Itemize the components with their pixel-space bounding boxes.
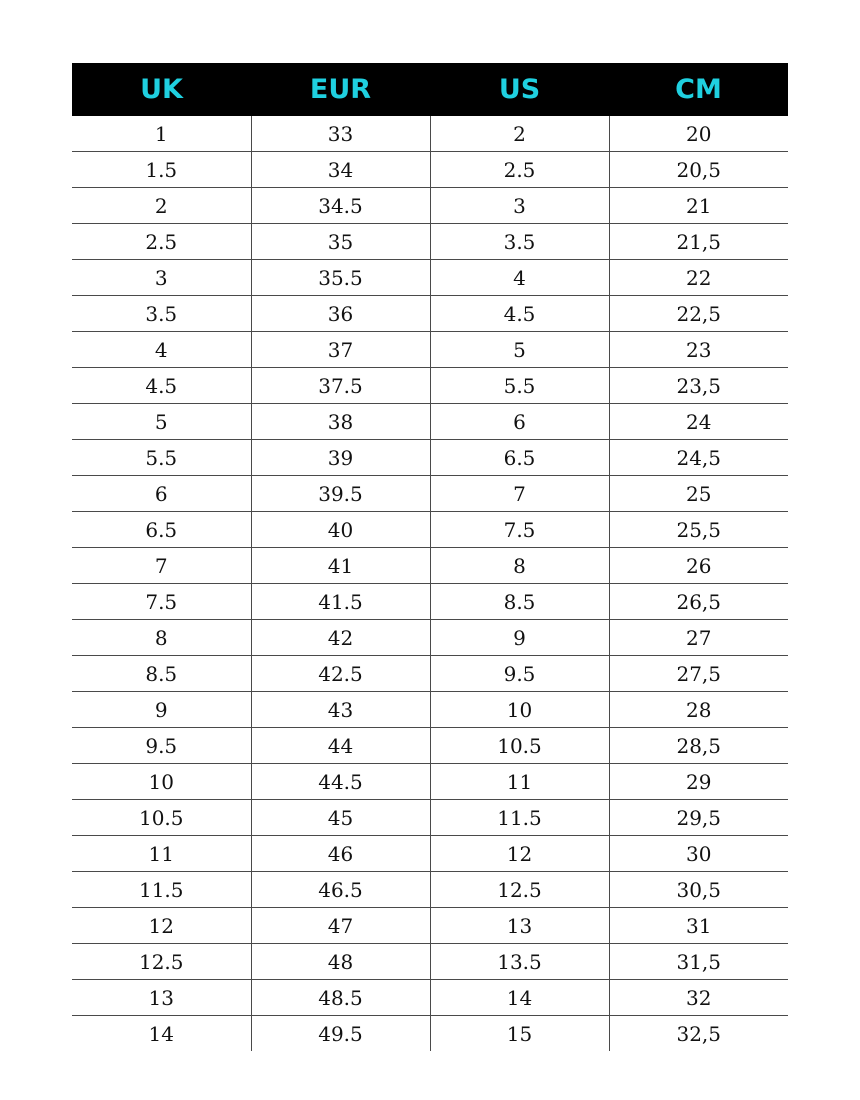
cell-uk: 5	[72, 404, 251, 440]
cell-cm: 22	[609, 260, 788, 296]
cell-cm: 28,5	[609, 728, 788, 764]
cell-us: 4	[430, 260, 609, 296]
cell-cm: 28	[609, 692, 788, 728]
table-row	[72, 368, 788, 404]
header-uk: UK	[72, 63, 251, 116]
cell-uk: 4	[72, 332, 251, 368]
table-row	[72, 224, 788, 260]
cell-us: 13	[430, 908, 609, 944]
cell-cm: 21	[609, 188, 788, 224]
header-row	[72, 63, 788, 116]
cell-cm: 24	[609, 404, 788, 440]
cell-uk: 9	[72, 692, 251, 728]
header-us: US	[430, 63, 609, 116]
cell-us: 11.5	[430, 800, 609, 836]
cell-us: 2.5	[430, 152, 609, 188]
cell-us: 9	[430, 620, 609, 656]
cell-cm: 23	[609, 332, 788, 368]
cell-eur: 42	[251, 620, 430, 656]
cell-us: 8.5	[430, 584, 609, 620]
table-row	[72, 116, 788, 152]
cell-eur: 37.5	[251, 368, 430, 404]
table-row	[72, 872, 788, 908]
cell-us: 3	[430, 188, 609, 224]
table-row	[72, 404, 788, 440]
cell-uk: 8	[72, 620, 251, 656]
cell-eur: 44.5	[251, 764, 430, 800]
cell-eur: 37	[251, 332, 430, 368]
cell-cm: 25	[609, 476, 788, 512]
cell-us: 3.5	[430, 224, 609, 260]
cell-us: 15	[430, 1016, 609, 1052]
cell-us: 10.5	[430, 728, 609, 764]
cell-eur: 38	[251, 404, 430, 440]
cell-us: 14	[430, 980, 609, 1016]
cell-us: 12	[430, 836, 609, 872]
table-row	[72, 512, 788, 548]
cell-eur: 45	[251, 800, 430, 836]
cell-cm: 32	[609, 980, 788, 1016]
table-row	[72, 836, 788, 872]
cell-cm: 24,5	[609, 440, 788, 476]
table-row	[72, 944, 788, 980]
cell-eur: 33	[251, 116, 430, 152]
table-row	[72, 728, 788, 764]
cell-uk: 5.5	[72, 440, 251, 476]
cell-us: 6	[430, 404, 609, 440]
cell-eur: 35	[251, 224, 430, 260]
cell-uk: 3	[72, 260, 251, 296]
table-row	[72, 980, 788, 1016]
cell-eur: 39.5	[251, 476, 430, 512]
cell-us: 6.5	[430, 440, 609, 476]
cell-eur: 42.5	[251, 656, 430, 692]
cell-cm: 26	[609, 548, 788, 584]
cell-us: 5	[430, 332, 609, 368]
table-row	[72, 656, 788, 692]
cell-us: 7	[430, 476, 609, 512]
cell-uk: 12	[72, 908, 251, 944]
cell-eur: 39	[251, 440, 430, 476]
cell-eur: 49.5	[251, 1016, 430, 1052]
cell-cm: 29,5	[609, 800, 788, 836]
cell-uk: 2.5	[72, 224, 251, 260]
table-row	[72, 584, 788, 620]
table-row	[72, 440, 788, 476]
cell-uk: 6.5	[72, 512, 251, 548]
cell-cm: 20,5	[609, 152, 788, 188]
header-cm: CM	[609, 63, 788, 116]
cell-cm: 30	[609, 836, 788, 872]
cell-cm: 32,5	[676, 1021, 722, 1046]
cell-uk: 12.5	[72, 944, 251, 980]
cell-eur: 46	[251, 836, 430, 872]
cell-cm: 30,5	[609, 872, 788, 908]
cell-eur: 48	[251, 944, 430, 980]
table-row	[72, 692, 788, 728]
cell-eur: 43	[251, 692, 430, 728]
cell-cm: 27,5	[609, 656, 788, 692]
header-eur: EUR	[251, 63, 430, 116]
table-row	[72, 764, 788, 800]
cell-cm: 26,5	[609, 584, 788, 620]
cell-eur: 48.5	[251, 980, 430, 1016]
cell-uk: 6	[72, 476, 251, 512]
cell-eur: 35.5	[251, 260, 430, 296]
cell-eur: 36	[251, 296, 430, 332]
cell-uk: 8.5	[72, 656, 251, 692]
cell-us: 13.5	[430, 944, 609, 980]
cell-eur: 44	[251, 728, 430, 764]
table-header	[72, 63, 788, 116]
cell-uk: 2	[72, 188, 251, 224]
cell-eur: 47	[251, 908, 430, 944]
cell-us: 8	[430, 548, 609, 584]
cell-uk: 3.5	[72, 296, 251, 332]
cell-us: 7.5	[430, 512, 609, 548]
cell-uk: 9.5	[72, 728, 251, 764]
table-row	[72, 908, 788, 944]
cell-us: 9.5	[430, 656, 609, 692]
cell-us: 2	[430, 116, 609, 152]
cell-cm: 22,5	[609, 296, 788, 332]
table-row	[72, 800, 788, 836]
cell-uk: 11.5	[72, 872, 251, 908]
cell-uk: 10	[72, 764, 251, 800]
table-row	[72, 152, 788, 188]
cell-cm: 31,5	[609, 944, 788, 980]
cell-uk: 10.5	[72, 800, 251, 836]
table-row	[72, 476, 788, 512]
cell-eur: 40	[251, 512, 430, 548]
table-row	[72, 548, 788, 584]
cell-cm: 20	[609, 116, 788, 152]
cell-us: 11	[430, 764, 609, 800]
cell-cm: 29	[609, 764, 788, 800]
cell-eur: 41.5	[251, 584, 430, 620]
cell-cm: 23,5	[609, 368, 788, 404]
table-row	[72, 260, 788, 296]
cell-us: 10	[430, 692, 609, 728]
cell-eur: 41	[251, 548, 430, 584]
size-chart-table	[72, 63, 788, 1051]
table-row	[72, 620, 788, 656]
cell-eur: 34	[251, 152, 430, 188]
cell-cm: 25,5	[609, 512, 788, 548]
cell-eur: 46.5	[251, 872, 430, 908]
table-row	[72, 1016, 788, 1052]
cell-uk: 1	[72, 116, 251, 152]
cell-uk: 1.5	[72, 152, 251, 188]
table-body	[72, 116, 788, 1051]
cell-uk: 14	[72, 1016, 251, 1052]
cell-us: 12.5	[430, 872, 609, 908]
cell-uk: 13	[72, 980, 251, 1016]
table-row	[72, 188, 788, 224]
cell-uk: 7	[72, 548, 251, 584]
cell-eur: 34.5	[251, 188, 430, 224]
table-row	[72, 332, 788, 368]
cell-uk: 7.5	[72, 584, 251, 620]
table-row	[72, 296, 788, 332]
cell-us: 5.5	[430, 368, 609, 404]
cell-uk: 11	[72, 836, 251, 872]
cell-us: 4.5	[430, 296, 609, 332]
cell-uk: 4.5	[72, 368, 251, 404]
cell-cm: 31	[609, 908, 788, 944]
cell-cm: 21,5	[609, 224, 788, 260]
cell-cm: 27	[609, 620, 788, 656]
